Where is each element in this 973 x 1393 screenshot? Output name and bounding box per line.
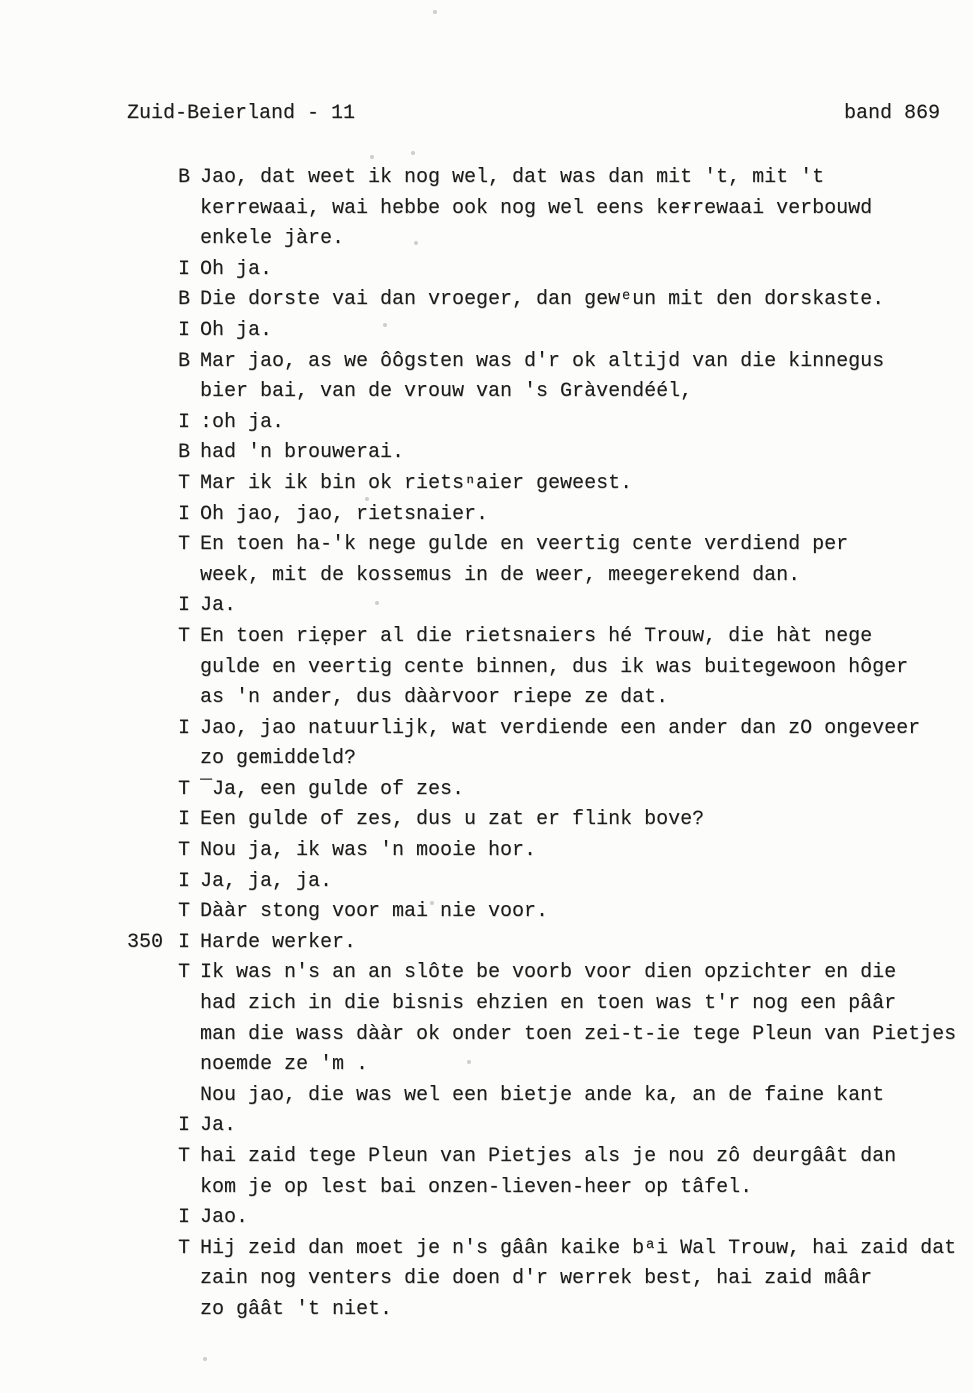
transcript-line — [127, 472, 973, 503]
line-text: week, mit de kossemus in de weer, meegerekend dan. — [200, 563, 801, 587]
transcript-line — [127, 227, 973, 258]
line-text: zo gemiddeld? — [200, 747, 357, 771]
transcript-line — [127, 197, 973, 228]
speaker-label: I — [178, 502, 191, 526]
speaker-label: I — [178, 808, 191, 832]
line-text: kom je op lest bai onzen-lieven-heer op tâfel. — [200, 1175, 753, 1199]
speaker-label: T — [178, 471, 191, 495]
scan-speck — [370, 155, 374, 159]
line-text: Ja, ja, ja. — [200, 869, 333, 893]
line-text: Oh jao, jao, rietsnaier. — [200, 502, 489, 526]
scan-speck — [383, 323, 387, 327]
line-text: Dààr stong voor mai nie voor. — [200, 900, 549, 924]
line-text: Oh ja. — [200, 257, 273, 281]
transcript-line — [127, 839, 973, 870]
line-text: hai zaid tege Pleun van Pietjes als je nou zô deurgâât dan — [200, 1145, 897, 1168]
scan-speck — [365, 497, 369, 501]
transcript-line — [127, 961, 973, 992]
scan-speck — [411, 151, 415, 155]
line-text: had 'n brouwerai. — [200, 441, 405, 465]
speaker-label: T — [178, 624, 191, 648]
speaker-label: T — [178, 839, 191, 863]
line-text: as 'n ander, dus dààrvoor riepe ze dat. — [200, 686, 669, 710]
scan-speck — [467, 1060, 471, 1064]
line-text: Mar jao, as we ôôgsten was d'r ok altijd van die kinnegus — [200, 349, 885, 373]
speaker-label: I — [178, 594, 191, 618]
transcript-line — [127, 533, 973, 564]
speaker-label: I — [178, 716, 191, 740]
speaker-label: T — [178, 1236, 191, 1260]
transcript-line — [127, 350, 973, 381]
speaker-label: I — [178, 318, 191, 342]
line-text: Jao. — [200, 1206, 249, 1230]
transcript-line — [127, 992, 973, 1023]
transcript-line — [127, 1023, 973, 1054]
transcript-line — [127, 931, 973, 962]
line-text: Nou ja, ik was 'n mooie hor. — [200, 839, 537, 863]
document-title: Zuid-Beierland - 11 — [127, 102, 356, 125]
transcript-line — [127, 1084, 973, 1115]
speaker-label: I — [178, 257, 191, 281]
line-text: man die wass dààr ok onder toen zei-t-ie tege Pleun van Pietjes — [200, 1022, 957, 1046]
line-text: bier bai, van de vrouw van 's Gràvendéél, — [200, 380, 693, 404]
speaker-label: I — [178, 1114, 191, 1138]
transcript-line — [127, 656, 973, 687]
line-text: Ja. — [200, 1114, 237, 1138]
band-number: band 869 — [843, 102, 940, 125]
speaker-label: B — [178, 288, 191, 312]
line-text: had zich in die bisnis ehzien en toen was t'r nog een pââr — [200, 992, 897, 1016]
line-text: gulde en veertig cente binnen, dus ik was buitegewoon hôger — [200, 655, 909, 679]
line-text: Ja. — [200, 594, 237, 618]
speaker-label: T — [178, 777, 191, 801]
transcript-line — [127, 1206, 973, 1237]
line-text: zo gâât 't niet. — [200, 1297, 393, 1321]
transcript-line — [127, 411, 973, 442]
transcript-line — [127, 1114, 973, 1145]
transcript-line — [127, 441, 973, 472]
line-text: Jao, jao natuurlijk, wat verdiende een ander dan zO ongeveer — [200, 716, 921, 740]
transcript-line — [127, 166, 973, 197]
transcript-line — [127, 625, 973, 656]
line-text: noemde ze 'm . — [200, 1053, 369, 1077]
line-text: En toen ha-'k nege gulde en veertig cente verdiend per — [200, 533, 849, 557]
transcript-line — [127, 900, 973, 931]
line-text: ‾Ja, een gulde of zes. — [200, 777, 465, 801]
transcript-line — [127, 1053, 973, 1084]
line-text: zain nog venters die doen d'r werrek best, hai zaid mââr — [200, 1267, 873, 1291]
speaker-label: T — [178, 961, 191, 985]
scan-speck — [433, 10, 437, 14]
line-text: En toen riẹper al die rietsnaiers hé Trouw, die hàt nege — [200, 624, 873, 648]
speaker-label: I — [178, 869, 191, 893]
transcript-line — [127, 717, 973, 748]
speaker-label: I — [178, 410, 191, 434]
scan-speck — [430, 901, 434, 905]
transcript-line — [127, 288, 973, 319]
transcript-line — [127, 258, 973, 289]
transcript-line — [127, 870, 973, 901]
line-text: Een gulde of zes, dus u zat er flink bove? — [200, 808, 705, 832]
transcript-line — [127, 747, 973, 778]
speaker-label: T — [178, 533, 191, 557]
speaker-label: B — [178, 441, 191, 465]
transcript-line — [127, 808, 973, 839]
line-text: Oh ja. — [200, 318, 273, 342]
transcript-line — [127, 380, 973, 411]
scan-speck — [375, 601, 379, 605]
line-text: enkele jàre. — [200, 227, 345, 251]
scan-speck — [414, 241, 418, 245]
transcript-line — [127, 1176, 973, 1207]
speaker-label: B — [178, 166, 191, 189]
line-text: Hij zeid dan moet je n's gâân kaike bᵃi Wal Trouw, hai zaid dat — [200, 1236, 957, 1260]
line-text: :oh ja. — [200, 410, 285, 434]
transcript-line — [127, 1145, 973, 1176]
speaker-label: T — [178, 1145, 191, 1168]
transcript-line — [127, 319, 973, 350]
transcript-line — [127, 503, 973, 534]
line-number: 350 — [127, 930, 164, 954]
line-text: Harde werker. — [200, 930, 357, 954]
speaker-label: B — [178, 349, 191, 373]
line-text: Jao, dat weet ik nog wel, dat was dan mit 't, mit 't — [200, 166, 825, 189]
transcript-line — [127, 594, 973, 625]
line-text: kerrewaai, wai hebbe ook nog wel eens keɍrewaai verbouwd — [200, 196, 873, 220]
speaker-label: I — [178, 930, 191, 954]
line-text: Die dorste vai dan vroeger, dan gewᵉun mit den dorskaste. — [200, 288, 885, 312]
page-header — [127, 102, 940, 125]
line-text: Nou jao, die was wel een bietje ande ka, an de faine kant — [200, 1083, 885, 1107]
transcript-line — [127, 778, 973, 809]
line-text: Mar ik ik bin ok rietsⁿaier geweest. — [200, 471, 633, 495]
transcript-line — [127, 686, 973, 717]
transcript-line — [127, 1237, 973, 1268]
speaker-label: I — [178, 1206, 191, 1230]
transcript-line — [127, 564, 973, 595]
scan-speck — [203, 1357, 207, 1361]
transcript — [127, 166, 973, 1329]
speaker-label: T — [178, 900, 191, 924]
transcript-line — [127, 1267, 973, 1298]
line-text: Ik was n's an an slôte be voorb voor dien opzichter en die — [200, 961, 897, 985]
transcript-line — [127, 1298, 973, 1329]
